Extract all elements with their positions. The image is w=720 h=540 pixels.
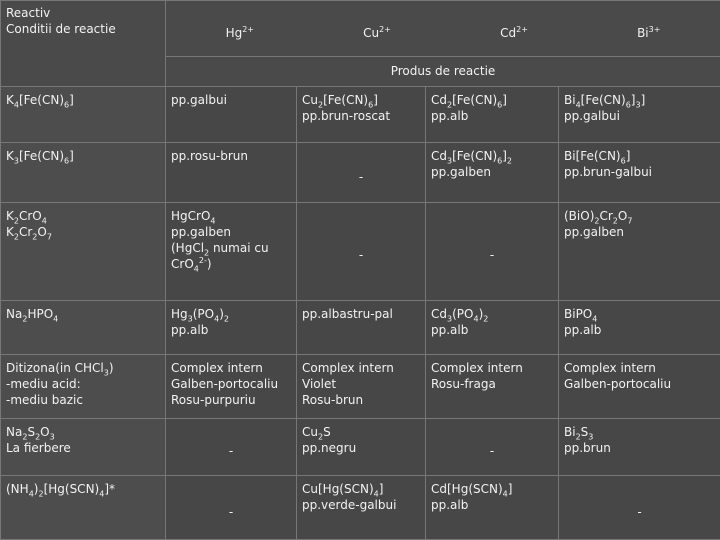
product-cell-cu	[297, 476, 426, 540]
no-reaction-dash: -	[358, 248, 364, 263]
product-cell-cu	[297, 203, 426, 300]
product-cell-hg	[166, 418, 297, 476]
product-line: Complex intern	[171, 360, 263, 375]
ion-hg: $Hg^{2+}$	[225, 25, 255, 40]
product-cell-cd	[426, 418, 559, 476]
product-cell-bi	[559, 476, 720, 540]
product-line: Rosu-brun	[302, 392, 364, 407]
table-row	[1, 300, 720, 354]
no-reaction-dash: -	[637, 504, 642, 519]
product-cell-cu	[297, 143, 426, 203]
product-label: Produs de reactie	[390, 64, 496, 79]
product-line: pp.galben	[431, 165, 491, 180]
header-row-ions	[1, 1, 720, 57]
no-reaction-dash: -	[489, 443, 495, 458]
product-line: pp.alb	[564, 322, 602, 337]
product-line: pp.verde-galbui	[302, 498, 397, 513]
product-cell-hg	[166, 203, 297, 300]
product-cell-cu	[297, 354, 426, 418]
corner-reagent-label: Reactiv	[6, 6, 51, 20]
product-line: $Cd_2[Fe(CN)_6]$	[431, 92, 507, 109]
product-line: Complex intern	[564, 360, 656, 375]
product-line: $Cu_2S$	[302, 424, 331, 441]
product-line: pp.brun-galbui	[564, 165, 653, 180]
product-line: Complex intern	[302, 360, 394, 375]
product-line: Rosu-purpuriu	[171, 392, 256, 407]
product-line: $Cd_3[Fe(CN)_6]_2$	[431, 149, 512, 166]
product-line: $Cu[Hg(SCN)_4]$	[302, 482, 384, 499]
no-reaction-dash: -	[228, 443, 234, 458]
no-reaction-dash: -	[489, 248, 495, 263]
product-cell-bi	[559, 300, 720, 354]
reagent-cell	[1, 203, 166, 300]
reagent-cell	[1, 143, 166, 203]
no-reaction-dash: -	[358, 169, 364, 184]
product-line: (HgCl$_2$ numai cu	[171, 241, 269, 258]
product-line: pp.alb	[431, 498, 469, 513]
product-cell-cu	[297, 418, 426, 476]
product-line: pp.galbui	[171, 92, 227, 107]
product-line: pp.rosu-brun	[171, 149, 249, 164]
product-line: $Cu_2[Fe(CN)_6]$	[302, 92, 378, 109]
product-cell-hg	[166, 354, 297, 418]
product-line: $Hg_3(PO_4)_2$	[171, 306, 229, 323]
product-line: $Bi[Fe(CN)_6]$	[564, 149, 631, 166]
reagent-line: $K_2Cr_2O_7$	[6, 225, 52, 242]
product-line: $Cd_3(PO_4)_2$	[431, 306, 489, 323]
product-line: pp.negru	[302, 440, 357, 455]
reagent-line: Ditizona(in CHCl$_3$)	[6, 360, 114, 378]
product-line: $(BiO)_2Cr_2O_7$	[564, 209, 633, 226]
no-reaction-dash: -	[228, 504, 234, 519]
product-line: BiPO$_4$	[564, 306, 598, 323]
reagent-line: -mediu bazic	[6, 392, 83, 407]
product-cell-cd	[426, 300, 559, 354]
product-line: CrO$_4^{2-}$)	[171, 256, 212, 274]
reagent-line: $K_4[Fe(CN)_6]$	[6, 92, 74, 109]
ion-bi: $Bi^{3+}$	[637, 25, 661, 40]
product-cell-cu	[297, 300, 426, 354]
table-row	[1, 476, 720, 540]
product-cell-cd	[426, 86, 559, 143]
product-cell-hg	[166, 476, 297, 540]
product-line: HgCrO$_4$	[171, 209, 216, 226]
product-cell-bi	[559, 203, 720, 300]
product-line: Complex intern	[431, 360, 523, 375]
product-line: pp.alb	[171, 322, 209, 337]
product-cell-hg	[166, 86, 297, 143]
product-cell-bi	[559, 143, 720, 203]
product-line: pp.galben	[171, 225, 231, 240]
product-line: pp.brun	[564, 440, 611, 455]
product-line: pp.albastru-pal	[302, 306, 393, 321]
table-row	[1, 354, 720, 418]
reagent-line: $K_2CrO_4$	[6, 209, 47, 226]
reagent-line: $Na_2S_2O_3$	[6, 424, 55, 441]
product-cell-cu	[297, 86, 426, 143]
product-line: pp.galben	[564, 225, 624, 240]
product-line: pp.galbui	[564, 108, 620, 123]
table-row	[1, 418, 720, 476]
ion-cu: $Cu^{2+}$	[363, 25, 391, 40]
product-header-cell	[166, 56, 720, 86]
product-cell-hg	[166, 143, 297, 203]
product-line: $Cd[Hg(SCN)_4]$	[431, 482, 513, 499]
reagent-line: $(NH_4)_2[Hg(SCN)_4]*$	[6, 482, 116, 499]
reagent-cell	[1, 418, 166, 476]
product-line: Violet	[302, 376, 337, 391]
product-line: pp.alb	[431, 108, 469, 123]
reagent-cell	[1, 476, 166, 540]
product-line: pp.brun-roscat	[302, 108, 391, 123]
product-line: Galben-portocaliu	[171, 376, 279, 391]
product-line: $Bi_2S_3$	[564, 424, 594, 441]
product-cell-bi	[559, 418, 720, 476]
reagent-line: -mediu acid:	[6, 376, 81, 391]
product-cell-cd	[426, 354, 559, 418]
product-line: $Bi_4[Fe(CN)_6]_3$]	[564, 92, 646, 109]
product-line: Galben-portocaliu	[564, 376, 672, 391]
product-cell-cd	[426, 476, 559, 540]
reagent-line: La fierbere	[6, 440, 71, 455]
ion-cd: $Cd^{2+}$	[500, 25, 528, 40]
reagent-line: $Na_2HPO_4$	[6, 306, 59, 323]
reagent-cell	[1, 300, 166, 354]
product-cell-hg	[166, 300, 297, 354]
product-line: Rosu-fraga	[431, 376, 496, 391]
table-body	[1, 86, 720, 539]
ion-header-cell	[166, 1, 720, 57]
table-row	[1, 203, 720, 300]
product-line: pp.alb	[431, 322, 469, 337]
table-row	[1, 86, 720, 143]
product-cell-bi	[559, 354, 720, 418]
table-row	[1, 143, 720, 203]
product-cell-cd	[426, 203, 559, 300]
corner-conditions-label: Conditii de reactie	[6, 22, 116, 36]
reagent-line: $K_3[Fe(CN)_6]$	[6, 149, 74, 166]
corner-header-cell	[1, 1, 166, 87]
product-cell-bi	[559, 86, 720, 143]
reagent-cell	[1, 354, 166, 418]
product-cell-cd	[426, 143, 559, 203]
reagent-cell	[1, 86, 166, 143]
